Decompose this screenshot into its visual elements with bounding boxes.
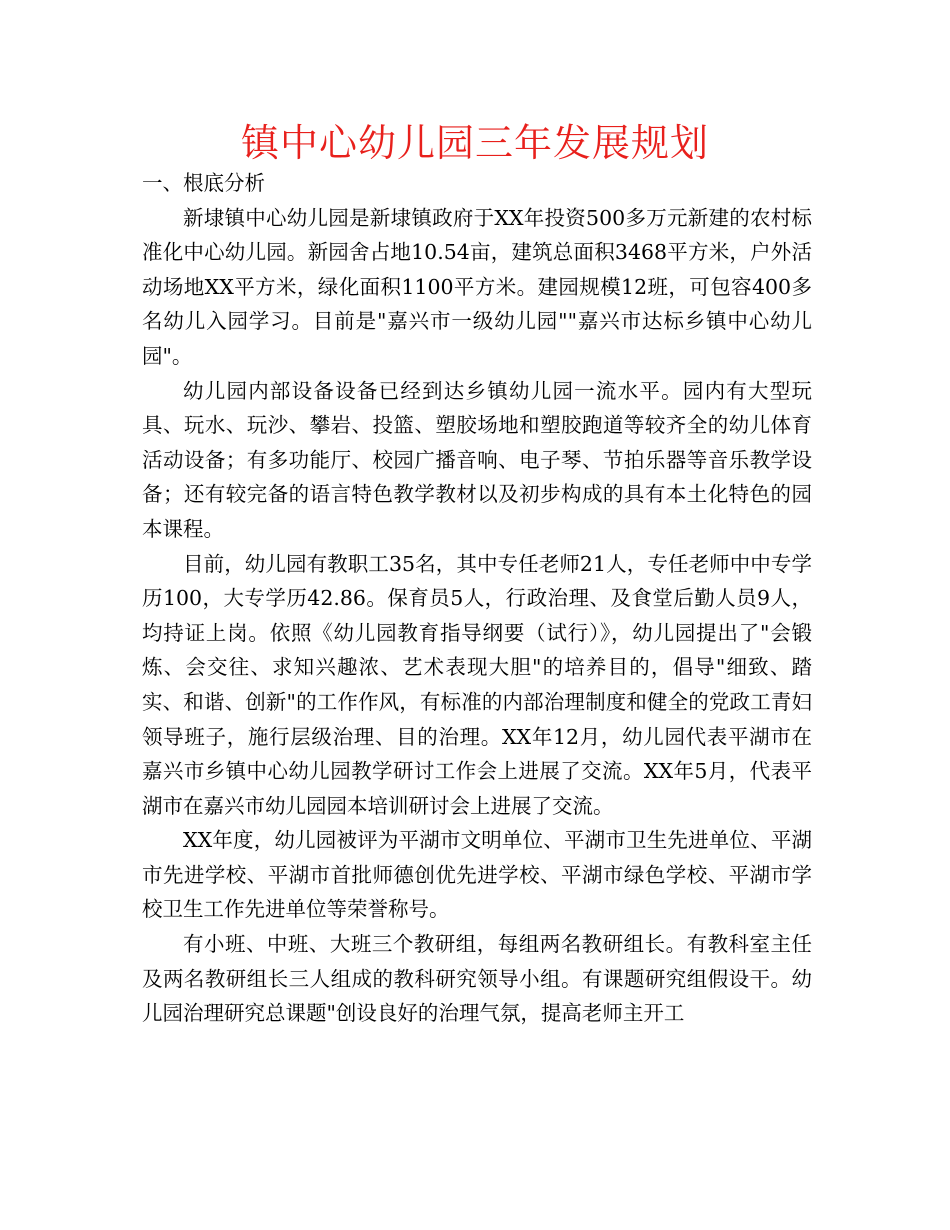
paragraph-overview: 新埭镇中心幼儿园是新埭镇政府于XX年投资500多万元新建的农村标准化中心幼儿园。新园舍占地10.54亩，建筑总面积3468平方米，户外活动场地XX平方米，绿化面积1100平方米。建园规模12班，可包容400多名幼儿入园学习。目前是"嘉兴市一级幼儿园""嘉兴市达标乡镇中心幼儿园"。 [142, 205, 812, 368]
document-body [142, 166, 812, 1031]
section-heading: 一、根底分析 [142, 171, 265, 195]
document-title: 镇中心幼儿园三年发展规划 [240, 121, 709, 165]
paragraph-honors: XX年度，幼儿园被评为平湖市文明单位、平湖市卫生先进单位、平湖市先进学校、平湖市首批师德创优先进学校、平湖市绿色学校、平湖市学校卫生工作先进单位等荣誉称号。 [142, 828, 812, 922]
paragraph-research: 有小班、中班、大班三个教研组，每组两名教研组长。有教科室主任及两名教研组长三人组成的教科研究领导小组。有课题研究组假设干。幼儿园治理研究总课题"创设良好的治理气氛，提高老师主开工 [142, 932, 812, 1026]
paragraph-staff: 目前，幼儿园有教职工35名，其中专任老师21人，专任老师中中专学历100，大专学历42.86。保育员5人，行政治理、及食堂后勤人员9人，均持证上岗。依照《幼儿园教育指导纲要（试行）》，幼儿园提出了"会锻炼、会交往、求知兴趣浓、艺术表现大胆"的培养目的，倡导"细致、踏实、和谐、创新"的工作作风，有标准的内部治理制度和健全的党政工青妇领导班子，施行层级治理、目的治理。XX年12月，幼儿园代表平湖市在嘉兴市乡镇中心幼儿园教学研讨工作会上进展了交流。XX年5月，代表平湖市在嘉兴市幼儿园园本培训研讨会上进展了交流。 [142, 551, 812, 818]
paragraph-facilities: 幼儿园内部设备设备已经到达乡镇幼儿园一流水平。园内有大型玩具、玩水、玩沙、攀岩、投篮、塑胶场地和塑胶跑道等较齐全的幼儿体育活动设备；有多功能厅、校园广播音响、电子琴、节拍乐器等音乐教学设备；还有较完备的语言特色教学教材以及初步构成的具有本土化特色的园本课程。 [142, 378, 812, 541]
